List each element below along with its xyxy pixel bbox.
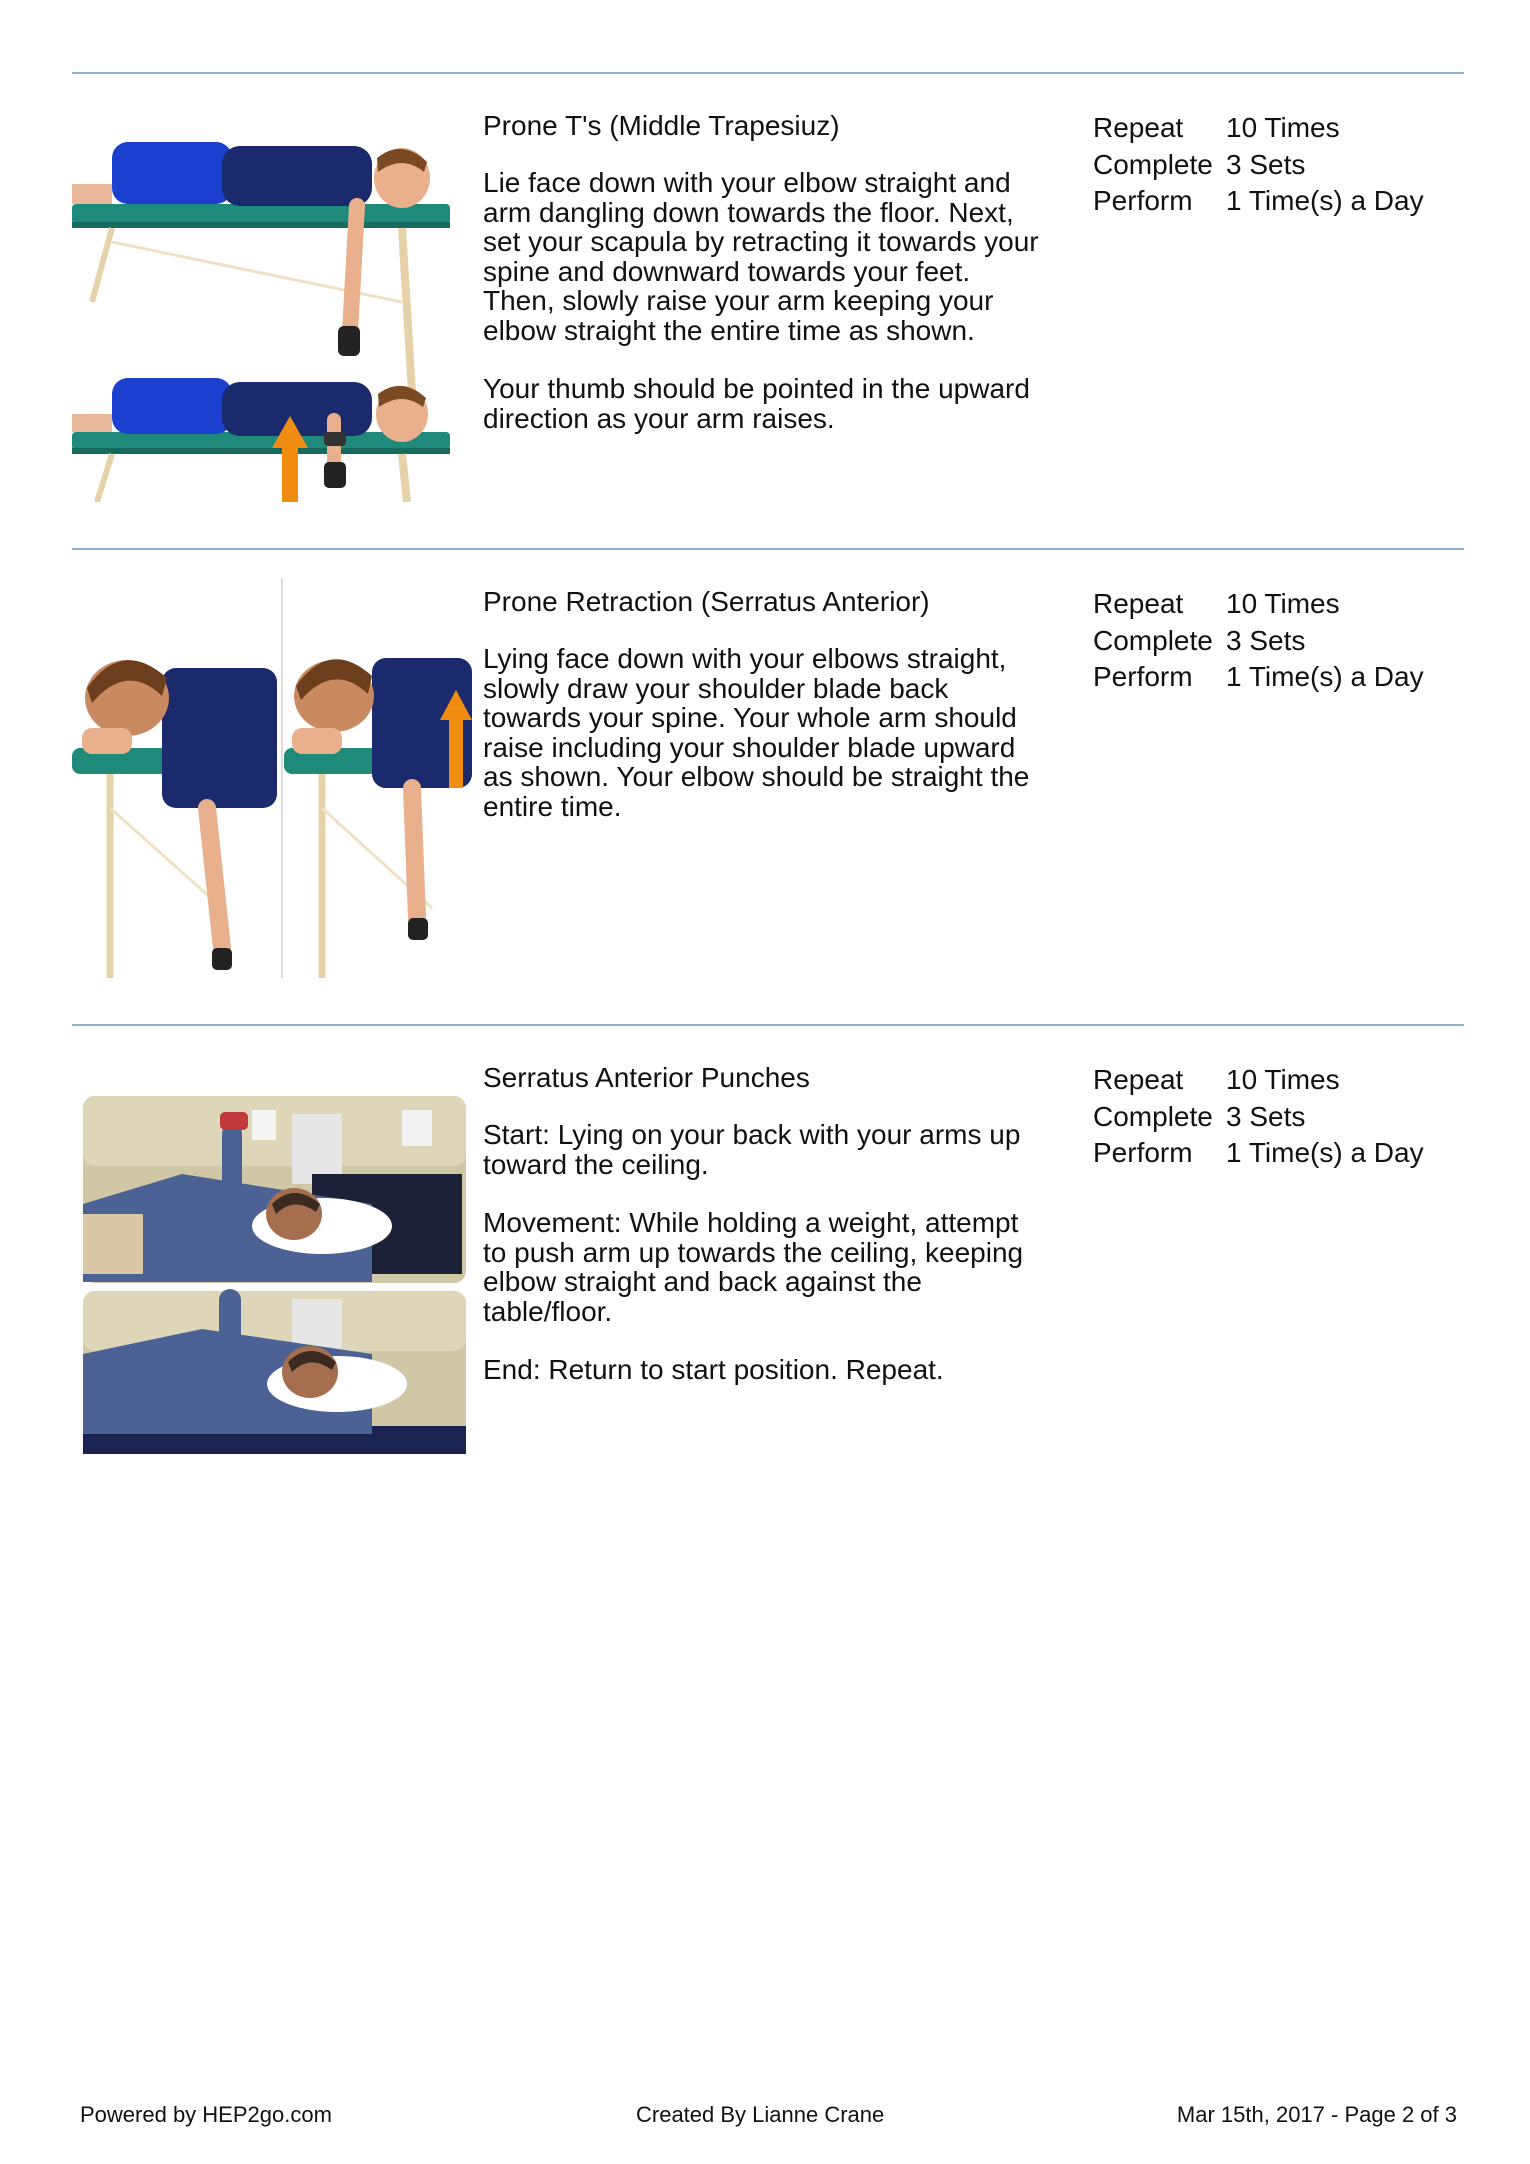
dosage-label: Complete [1093,148,1213,180]
dosage-row-perform [1093,1135,1424,1172]
exercise-serratus-punches [72,1026,1464,1436]
dosage-row-perform [1093,659,1424,696]
dosage-row-repeat [1093,586,1424,623]
exercise-description [483,168,1083,462]
dosage-value: 10 Times [1226,1064,1340,1095]
dosage-row-perform [1093,183,1424,220]
dosage-value: 10 Times [1226,588,1340,619]
dosage-label: Complete [1093,1100,1213,1132]
description-paragraph: Movement: While holding a weight, attempt to push arm up towards the ceiling, keeping elbow straight and back against the table/floor. [483,1207,1024,1327]
dosage-label: Perform [1093,661,1193,692]
exercise-title: Prone Retraction (Serratus Anterior) [483,586,930,617]
dosage-row-complete [1093,147,1424,184]
dosage-value: 1 Time(s) a Day [1226,661,1424,692]
footer-date-page: Mar 15th, 2017 - Page 2 of 3 [1176,2102,1457,2127]
dosage-label: Repeat [1093,112,1184,143]
dosage-row-complete [1093,1099,1424,1136]
dosage-label: Perform [1093,1137,1193,1168]
description-paragraph: End: Return to start position. Repeat. [483,1354,944,1385]
dosage-label: Complete [1093,624,1213,656]
exercise-description [483,1120,1083,1414]
dosage-value: 3 Sets [1226,148,1306,180]
footer-powered-by: Powered by HEP2go.com [80,2102,332,2127]
dosage-value: 3 Sets [1226,624,1306,656]
exercise-title: Serratus Anterior Punches [483,1062,810,1093]
description-paragraph: Start: Lying on your back with your arms up toward the ceiling. [483,1119,1021,1180]
exercise-prone-retraction [72,550,1464,960]
dosage-label: Repeat [1093,588,1184,619]
exercise-illustration-prone-ts [72,102,472,502]
dosage-label: Repeat [1093,1064,1184,1095]
exercise-illustration-serratus-punches [72,1054,472,1454]
dosage-table [1093,1062,1424,1172]
exercise-description [483,644,1083,850]
exercise-prone-ts [72,74,1464,484]
dosage-row-repeat [1093,110,1424,147]
dosage-label: Perform [1093,185,1193,216]
exercise-title: Prone T's (Middle Trapesiuz) [483,110,840,141]
dosage-value: 10 Times [1226,112,1340,143]
dosage-row-repeat [1093,1062,1424,1099]
footer-created-by: Created By Lianne Crane [636,2102,885,2127]
description-paragraph: Your thumb should be pointed in the upward direction as your arm raises. [483,373,1030,434]
dosage-value: 3 Sets [1226,1100,1306,1132]
dosage-table [1093,586,1424,696]
description-paragraph: Lie face down with your elbow straight and arm dangling down towards the floor. Next, set your scapula by retracting it towards your spine and downward towards your feet. Then, slowly raise your arm keeping your elbow straight the entire time as shown. [483,167,1039,346]
dosage-row-complete [1093,623,1424,660]
dosage-value: 1 Time(s) a Day [1226,185,1424,216]
exercise-illustration-prone-retraction [72,578,472,978]
description-paragraph: Lying face down with your elbows straight, slowly draw your shoulder blade back towards your spine. Your whole arm should raise including your shoulder blade upward as shown. Your elbow should be straight the entire time. [483,643,1030,822]
dosage-value: 1 Time(s) a Day [1226,1137,1424,1168]
dosage-table [1093,110,1424,220]
